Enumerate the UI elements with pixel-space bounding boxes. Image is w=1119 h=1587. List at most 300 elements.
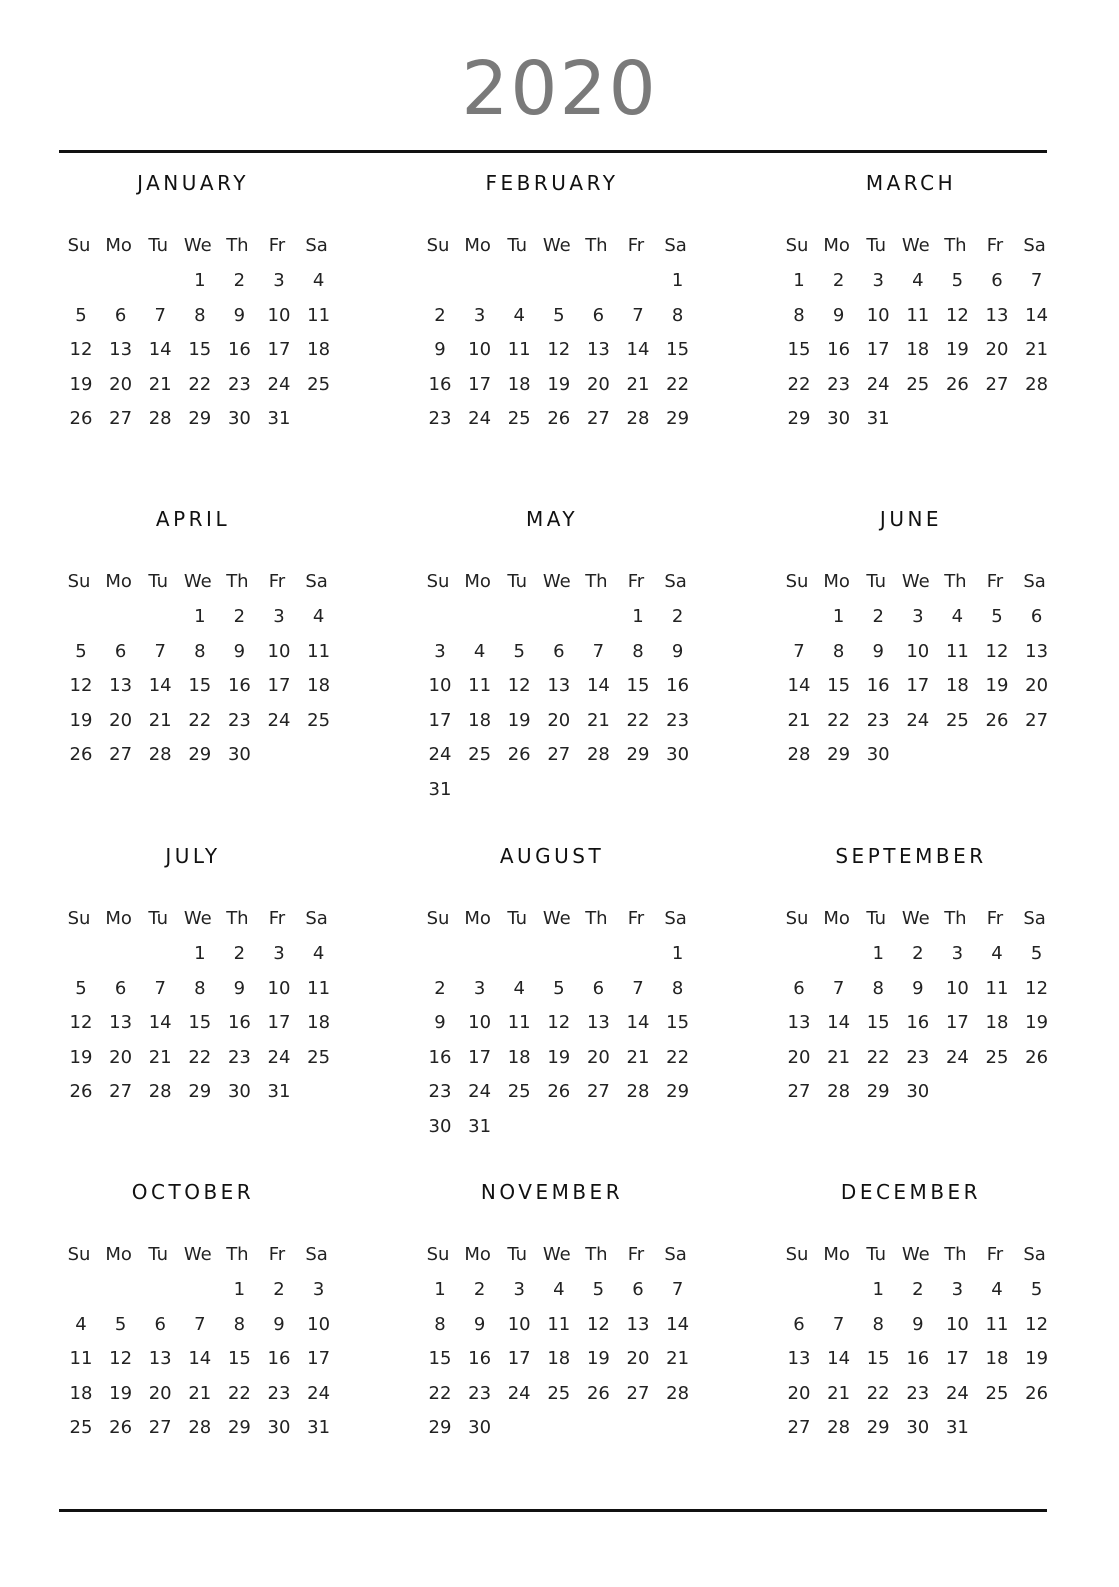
day-cell: 28 [586,744,610,766]
day-cell: 14 [626,339,650,361]
day-cell: 29 [787,408,811,430]
weekday-label: Su [426,1244,450,1265]
day-cell: 20 [109,373,133,395]
weekday-label: Th [944,908,967,929]
day-cell: 29 [188,1081,212,1103]
day-cell: 1 [434,1279,446,1300]
day-cell: 7 [592,640,605,662]
month-name: OCTOBER [131,1180,255,1204]
weekday-label: Tu [148,908,169,929]
day-cell: 29 [666,408,690,430]
day-cell: 19 [69,709,93,731]
day-cell: 15 [866,1012,890,1034]
weekday-label: Mo [464,571,491,592]
day-cell: 16 [428,1046,452,1068]
day-cell: 28 [148,408,172,430]
day-cell: 20 [109,1046,133,1068]
day-cell: 27 [109,1081,133,1103]
day-cell: 29 [626,744,650,766]
weekday-label: We [901,235,930,256]
day-cell: 29 [428,1417,452,1439]
day-cell: 24 [267,1046,291,1068]
day-cell: 29 [666,1081,690,1103]
day-cell: 1 [832,606,845,627]
day-cell: 29 [866,1417,890,1439]
day-cell: 7 [194,1313,206,1335]
day-cell: 17 [267,675,291,697]
day-cell: 27 [787,1081,811,1103]
day-cell: 12 [1025,1313,1049,1335]
day-cell: 4 [951,606,964,627]
day-cell: 3 [951,1279,964,1300]
day-cell: 27 [109,744,133,766]
weekday-label: Mo [464,908,491,929]
day-cell: 19 [945,339,969,361]
day-cell: 21 [148,1046,172,1068]
weekday-label: Su [426,571,450,592]
day-cell: 12 [69,675,93,697]
day-cell: 3 [434,640,446,662]
bottom-divider [59,1509,1047,1512]
day-cell: 6 [793,1313,805,1335]
day-cell: 27 [787,1417,811,1439]
day-cell: 2 [233,270,246,291]
day-cell: 15 [227,1348,251,1370]
day-cell: 19 [547,373,571,395]
day-cell: 6 [793,977,805,999]
weekday-label: We [542,571,571,592]
day-cell: 30 [428,1116,452,1137]
day-cell: 23 [267,1382,291,1404]
weekday-label: Mo [823,908,850,929]
day-cell: 4 [312,943,325,964]
day-cell: 8 [872,977,884,999]
day-cell: 5 [75,640,87,662]
day-cell: 24 [945,1046,969,1068]
day-cell: 26 [1025,1382,1049,1404]
day-cell: 16 [906,1012,930,1034]
day-cell: 5 [951,270,964,291]
day-cell: 6 [154,1313,166,1335]
day-cell: 12 [507,675,531,697]
day-cell: 13 [586,1012,610,1034]
day-cell: 11 [468,675,492,697]
day-cell: 14 [1025,304,1049,326]
day-cell: 8 [434,1313,446,1335]
day-cell: 6 [114,640,127,662]
weekday-label: Su [67,235,91,256]
weekday-label: Su [785,235,809,256]
day-cell: 16 [227,339,251,361]
day-cell: 12 [547,339,571,361]
day-cell: 7 [632,304,644,326]
day-cell: 1 [194,270,206,291]
day-cell: 23 [906,1046,930,1068]
weekday-label: Su [785,908,809,929]
day-cell: 31 [267,408,291,430]
day-cell: 26 [985,709,1009,731]
day-cell: 18 [307,339,331,361]
weekday-label: Th [585,571,608,592]
day-cell: 4 [312,270,325,291]
day-cell: 28 [1025,373,1049,395]
day-cell: 26 [69,744,93,766]
day-cell: 15 [666,1012,690,1034]
weekday-label: Tu [866,1244,887,1265]
weekday-label: Tu [507,235,528,256]
weekday-label: We [901,1244,930,1265]
day-cell: 2 [832,270,845,291]
day-cell: 31 [866,408,890,430]
day-cell: 14 [148,1012,172,1034]
day-cell: 25 [945,709,969,731]
day-cell: 13 [787,1348,811,1370]
day-cell: 21 [188,1382,212,1404]
day-cell: 8 [671,304,684,326]
weekday-label: Mo [105,1244,132,1265]
day-cell: 28 [827,1417,851,1439]
weekday-label: Fr [986,571,1004,592]
weekday-label: Su [785,571,809,592]
day-cell: 19 [547,1046,571,1068]
weekday-label: Sa [305,1244,328,1265]
day-cell: 10 [267,640,291,662]
day-cell: 25 [507,408,531,430]
weekday-label: Fr [627,1244,645,1265]
day-cell: 3 [312,1279,325,1300]
day-cell: 6 [114,977,127,999]
day-cell: 7 [154,977,166,999]
day-cell: 23 [827,373,851,395]
weekday-label: Fr [627,908,645,929]
day-cell: 30 [866,744,890,766]
day-cell: 20 [1025,675,1049,697]
weekday-label: Mo [823,571,850,592]
day-cell: 21 [586,709,610,731]
weekday-label: Sa [1023,908,1046,929]
day-cell: 13 [148,1348,172,1370]
day-cell: 8 [793,304,805,326]
day-cell: 26 [109,1417,133,1439]
day-cell: 19 [1025,1348,1049,1370]
day-cell: 22 [626,709,650,731]
day-cell: 28 [827,1081,851,1103]
day-cell: 11 [307,304,331,326]
weekday-label: Tu [866,571,887,592]
weekday-label: Tu [507,1244,528,1265]
day-cell: 2 [434,977,446,999]
day-cell: 28 [148,744,172,766]
day-cell: 15 [428,1348,452,1370]
day-cell: 28 [626,1081,650,1103]
day-cell: 7 [671,1279,684,1300]
day-cell: 27 [985,373,1009,395]
day-cell: 1 [233,1279,246,1300]
day-cell: 23 [468,1382,492,1404]
day-cell: 20 [109,709,133,731]
day-cell: 19 [69,1046,93,1068]
day-cell: 28 [787,744,811,766]
day-cell: 11 [945,640,969,662]
day-cell: 20 [547,709,571,731]
day-cell: 21 [1025,339,1049,361]
weekday-label: We [542,235,571,256]
weekday-label: We [183,235,212,256]
day-cell: 10 [468,1012,492,1034]
day-cell: 15 [666,339,690,361]
day-cell: 27 [626,1382,650,1404]
day-cell: 16 [428,373,452,395]
day-cell: 23 [227,709,251,731]
day-cell: 17 [906,675,930,697]
weekday-label: Th [585,235,608,256]
day-cell: 22 [227,1382,251,1404]
day-cell: 13 [109,339,133,361]
day-cell: 24 [267,709,291,731]
month-name: MARCH [865,171,957,195]
day-cell: 15 [188,1012,212,1034]
day-cell: 17 [945,1348,969,1370]
day-cell: 17 [945,1012,969,1034]
day-cell: 23 [666,709,690,731]
day-cell: 8 [872,1313,884,1335]
day-cell: 10 [307,1313,331,1335]
day-cell: 22 [666,373,690,395]
day-cell: 5 [991,606,1003,627]
day-cell: 15 [827,675,851,697]
day-cell: 22 [866,1382,890,1404]
day-cell: 11 [69,1348,93,1370]
day-cell: 12 [945,304,969,326]
day-cell: 16 [227,675,251,697]
day-cell: 17 [307,1348,331,1370]
day-cell: 1 [671,943,684,964]
day-cell: 1 [632,606,644,627]
day-cell: 22 [188,373,212,395]
day-cell: 28 [188,1417,212,1439]
day-cell: 25 [307,373,331,395]
day-cell: 1 [194,606,206,627]
day-cell: 12 [586,1313,610,1335]
month-name: APRIL [155,507,231,531]
day-cell: 1 [671,270,684,291]
day-cell: 4 [553,1279,565,1300]
day-cell: 4 [75,1313,87,1335]
weekday-label: Sa [664,908,687,929]
day-cell: 4 [513,977,525,999]
day-cell: 20 [586,373,610,395]
day-cell: 9 [233,977,246,999]
day-cell: 29 [227,1417,251,1439]
day-cell: 7 [832,977,845,999]
month-name: DECEMBER [840,1180,982,1204]
day-cell: 26 [1025,1046,1049,1068]
day-cell: 30 [227,744,251,766]
day-cell: 8 [194,640,206,662]
day-cell: 11 [507,339,531,361]
day-cell: 5 [114,1313,127,1335]
day-cell: 5 [75,304,87,326]
weekday-label: Fr [627,235,645,256]
weekday-label: Fr [986,908,1004,929]
day-cell: 25 [307,709,331,731]
day-cell: 17 [468,1046,492,1068]
day-cell: 8 [233,1313,246,1335]
weekday-label: Mo [464,235,491,256]
day-cell: 4 [513,304,525,326]
day-cell: 17 [428,709,452,731]
day-cell: 10 [267,977,291,999]
day-cell: 4 [991,1279,1003,1300]
day-cell: 29 [188,744,212,766]
day-cell: 3 [273,943,285,964]
day-cell: 2 [912,943,924,964]
day-cell: 17 [507,1348,531,1370]
day-cell: 9 [233,640,246,662]
weekday-label: Tu [148,571,169,592]
day-cell: 3 [912,606,924,627]
day-cell: 24 [307,1382,331,1404]
day-cell: 20 [787,1046,811,1068]
day-cell: 25 [547,1382,571,1404]
day-cell: 27 [109,408,133,430]
day-cell: 4 [991,943,1003,964]
day-cell: 21 [148,709,172,731]
day-cell: 5 [592,1279,605,1300]
day-cell: 24 [945,1382,969,1404]
day-cell: 25 [985,1046,1009,1068]
weekday-label: Fr [268,571,286,592]
day-cell: 18 [468,709,492,731]
day-cell: 19 [507,709,531,731]
weekday-label: We [542,908,571,929]
weekday-label: Th [944,1244,967,1265]
day-cell: 25 [307,1046,331,1068]
weekday-label: Th [226,1244,249,1265]
day-cell: 16 [866,675,890,697]
weekday-label: Th [585,908,608,929]
day-cell: 20 [985,339,1009,361]
day-cell: 26 [547,408,571,430]
day-cell: 11 [906,304,930,326]
day-cell: 26 [507,744,531,766]
day-cell: 6 [114,304,127,326]
day-cell: 27 [586,408,610,430]
day-cell: 27 [586,1081,610,1103]
weekday-label: Sa [664,571,687,592]
day-cell: 9 [671,640,684,662]
weekday-label: Fr [986,1244,1004,1265]
day-cell: 3 [872,270,884,291]
day-cell: 12 [547,1012,571,1034]
day-cell: 3 [951,943,964,964]
day-cell: 24 [906,709,930,731]
day-cell: 18 [69,1382,93,1404]
day-cell: 6 [592,304,605,326]
day-cell: 15 [188,339,212,361]
weekday-label: We [183,908,212,929]
day-cell: 3 [273,270,285,291]
day-cell: 11 [547,1313,571,1335]
day-cell: 10 [945,977,969,999]
weekday-label: Fr [627,571,645,592]
day-cell: 13 [985,304,1009,326]
day-cell: 21 [666,1348,690,1370]
day-cell: 14 [626,1012,650,1034]
day-cell: 11 [307,977,331,999]
day-cell: 18 [307,675,331,697]
weekday-label: Fr [986,235,1004,256]
weekday-label: Fr [268,235,286,256]
day-cell: 6 [592,977,605,999]
day-cell: 29 [866,1081,890,1103]
day-cell: 24 [468,408,492,430]
day-cell: 10 [507,1313,531,1335]
weekday-label: Su [785,1244,809,1265]
day-cell: 29 [827,744,851,766]
day-cell: 16 [468,1348,492,1370]
weekday-label: Mo [105,908,132,929]
weekday-label: Sa [664,235,687,256]
day-cell: 19 [1025,1012,1049,1034]
day-cell: 9 [912,977,924,999]
day-cell: 11 [307,640,331,662]
day-cell: 2 [233,606,246,627]
weekday-label: Mo [823,235,850,256]
day-cell: 24 [428,744,452,766]
day-cell: 8 [671,977,684,999]
day-cell: 3 [473,977,486,999]
day-cell: 17 [267,339,291,361]
weekday-label: Mo [823,1244,850,1265]
weekday-label: Tu [507,571,528,592]
day-cell: 11 [507,1012,531,1034]
day-cell: 31 [428,779,452,800]
weekday-label: We [542,1244,571,1265]
day-cell: 12 [109,1348,133,1370]
day-cell: 3 [513,1279,525,1300]
day-cell: 10 [945,1313,969,1335]
day-cell: 21 [827,1382,851,1404]
day-cell: 5 [513,640,525,662]
day-cell: 4 [473,640,486,662]
weekday-label: Fr [268,908,286,929]
day-cell: 10 [866,304,890,326]
weekday-label: Sa [305,235,328,256]
day-cell: 14 [148,675,172,697]
weekday-label: Mo [105,571,132,592]
day-cell: 2 [473,1279,486,1300]
day-cell: 14 [586,675,610,697]
day-cell: 27 [1025,709,1049,731]
month-name: JANUARY [137,171,249,195]
day-cell: 10 [267,304,291,326]
weekday-label: We [183,571,212,592]
day-cell: 9 [273,1313,285,1335]
weekday-label: Th [944,571,967,592]
day-cell: 5 [1030,1279,1043,1300]
day-cell: 18 [507,1046,531,1068]
day-cell: 18 [507,373,531,395]
month-name: AUGUST [499,844,605,868]
day-cell: 16 [227,1012,251,1034]
day-cell: 21 [827,1046,851,1068]
weekday-label: Fr [268,1244,286,1265]
day-cell: 6 [1030,606,1043,627]
day-cell: 13 [1025,640,1049,662]
day-cell: 1 [194,943,206,964]
day-cell: 2 [872,606,884,627]
